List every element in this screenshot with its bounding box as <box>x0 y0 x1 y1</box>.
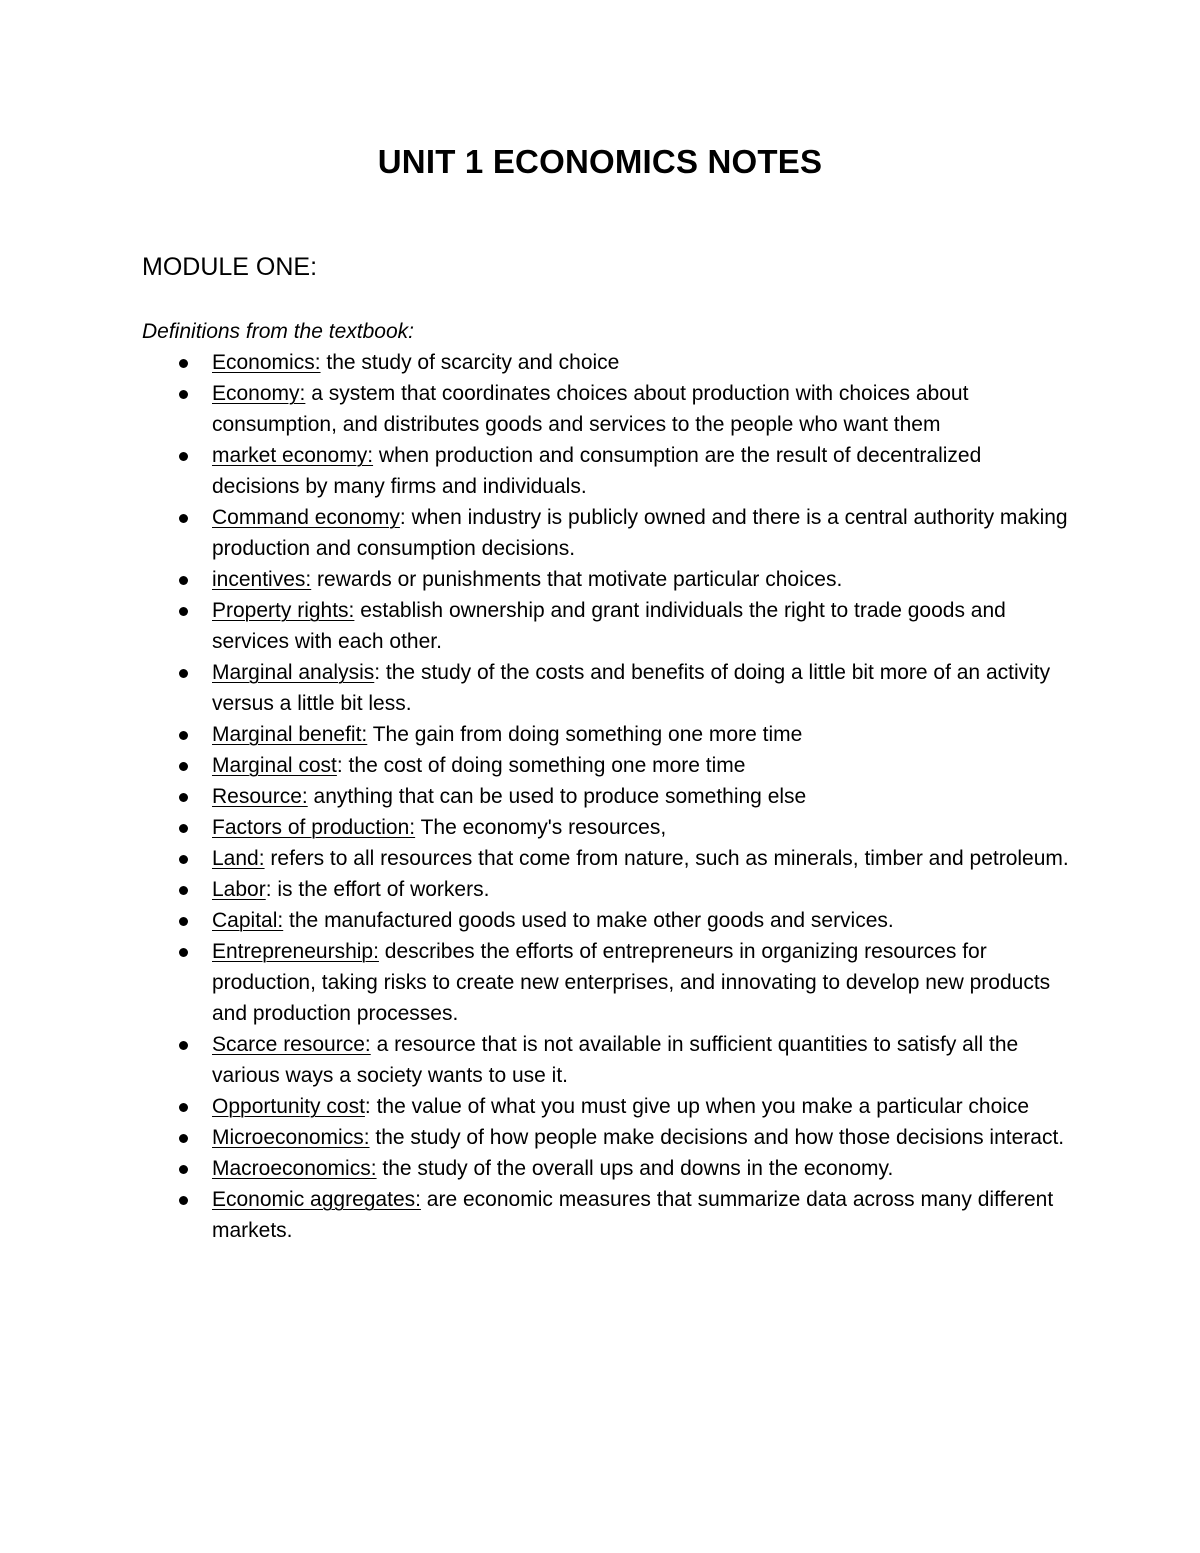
definition-text: a system that coordinates choices about production with choices about consumption, and distributes goods and services to the people who want them <box>212 382 969 436</box>
list-item <box>142 1184 1072 1246</box>
list-item <box>142 781 1072 812</box>
list-item <box>142 812 1072 843</box>
bullet-icon <box>179 359 188 368</box>
definition-text: the study of scarcity and choice <box>320 351 620 374</box>
bullet-icon <box>179 948 188 957</box>
definition-term: Marginal analysis <box>212 661 375 684</box>
list-item <box>142 440 1072 502</box>
bullet-icon <box>179 1196 188 1205</box>
definition-text: : the cost of doing something one more time <box>336 754 746 777</box>
definition-term: Property rights: <box>212 599 355 622</box>
list-item <box>142 378 1072 440</box>
list-item <box>142 843 1072 874</box>
section-label: Definitions from the textbook: <box>142 320 414 343</box>
definition-term: Macroeconomics: <box>212 1157 377 1180</box>
bullet-icon <box>179 514 188 523</box>
definition-text: : when industry is publicly owned and there is a central authority making production and consumption decisions. <box>212 506 1068 560</box>
definition-text: The economy's resources, <box>415 816 667 839</box>
bullet-icon <box>179 452 188 461</box>
bullet-icon <box>179 1041 188 1050</box>
list-item <box>142 502 1072 564</box>
definition-text: a resource that is not available in sufficient quantities to satisfy all the various ways a society wants to use it. <box>212 1033 1019 1087</box>
bullet-icon <box>179 824 188 833</box>
list-item <box>142 347 1072 378</box>
list-item <box>142 1122 1072 1153</box>
definition-term: Marginal benefit: <box>212 723 368 746</box>
list-item <box>142 1029 1072 1091</box>
list-item <box>142 874 1072 905</box>
definition-term: Factors of production: <box>212 816 416 839</box>
bullet-icon <box>179 1103 188 1112</box>
bullet-icon <box>179 917 188 926</box>
definition-term: Capital: <box>212 909 284 932</box>
bullet-icon <box>179 669 188 678</box>
module-heading: MODULE ONE: <box>142 253 318 281</box>
list-item <box>142 657 1072 719</box>
definition-text: : is the effort of workers. <box>265 878 490 901</box>
bullet-icon <box>179 731 188 740</box>
definition-text: : the study of the costs and benefits of doing a little bit more of an activity versus a little bit less. <box>212 661 1051 715</box>
bullet-icon <box>179 793 188 802</box>
definition-term: Opportunity cost <box>212 1095 365 1118</box>
list-item <box>142 1153 1072 1184</box>
definition-term: market economy: <box>212 444 374 467</box>
bullet-icon <box>179 762 188 771</box>
list-item <box>142 595 1072 657</box>
definition-term: Microeconomics: <box>212 1126 370 1149</box>
definition-term: Economic aggregates: <box>212 1188 421 1211</box>
bullet-icon <box>179 576 188 585</box>
definition-text: : the value of what you must give up when you make a particular choice <box>364 1095 1030 1118</box>
definition-term: incentives: <box>212 568 312 591</box>
definition-term: Entrepreneurship: <box>212 940 379 963</box>
definition-term: Command economy <box>212 506 400 529</box>
definition-term: Labor <box>212 878 266 901</box>
definition-text: refers to all resources that come from nature, such as minerals, timber and petroleum. <box>264 847 1069 870</box>
page-title: UNIT 1 ECONOMICS NOTES <box>377 143 823 180</box>
definition-text: when production and consumption are the result of decentralized decisions by many firms and individuals. <box>212 444 982 498</box>
list-item <box>142 1091 1072 1122</box>
bullet-icon <box>179 607 188 616</box>
definition-text: anything that can be used to produce something else <box>307 785 807 808</box>
list-item <box>142 750 1072 781</box>
definition-text: the study of the overall ups and downs in the economy. <box>376 1157 894 1180</box>
definition-term: Land: <box>212 847 265 870</box>
bullet-icon <box>179 390 188 399</box>
definition-term: Resource: <box>212 785 308 808</box>
definition-text: the manufactured goods used to make other goods and services. <box>283 909 894 932</box>
definition-text: describes the efforts of entrepreneurs in organizing resources for production, taking risks to create new enterprises, and innovating to develop new products and production processes. <box>212 940 1051 1025</box>
definition-text: rewards or punishments that motivate particular choices. <box>311 568 843 591</box>
definitions-list <box>142 347 1072 1246</box>
list-item <box>142 936 1072 1029</box>
definition-text: are economic measures that summarize data across many different markets. <box>212 1188 1054 1242</box>
definition-text: The gain from doing something one more time <box>367 723 803 746</box>
definition-text: the study of how people make decisions and how those decisions interact. <box>369 1126 1065 1149</box>
definition-term: Marginal cost <box>212 754 337 777</box>
bullet-icon <box>179 1165 188 1174</box>
bullet-icon <box>179 1134 188 1143</box>
definition-term: Scarce resource: <box>212 1033 371 1056</box>
list-item <box>142 719 1072 750</box>
definition-term: Economy: <box>212 382 306 405</box>
list-item <box>142 564 1072 595</box>
definition-text: establish ownership and grant individuals the right to trade goods and services with each other. <box>212 599 1006 653</box>
bullet-icon <box>179 886 188 895</box>
definition-term: Economics: <box>212 351 321 374</box>
bullet-icon <box>179 855 188 864</box>
list-item <box>142 905 1072 936</box>
